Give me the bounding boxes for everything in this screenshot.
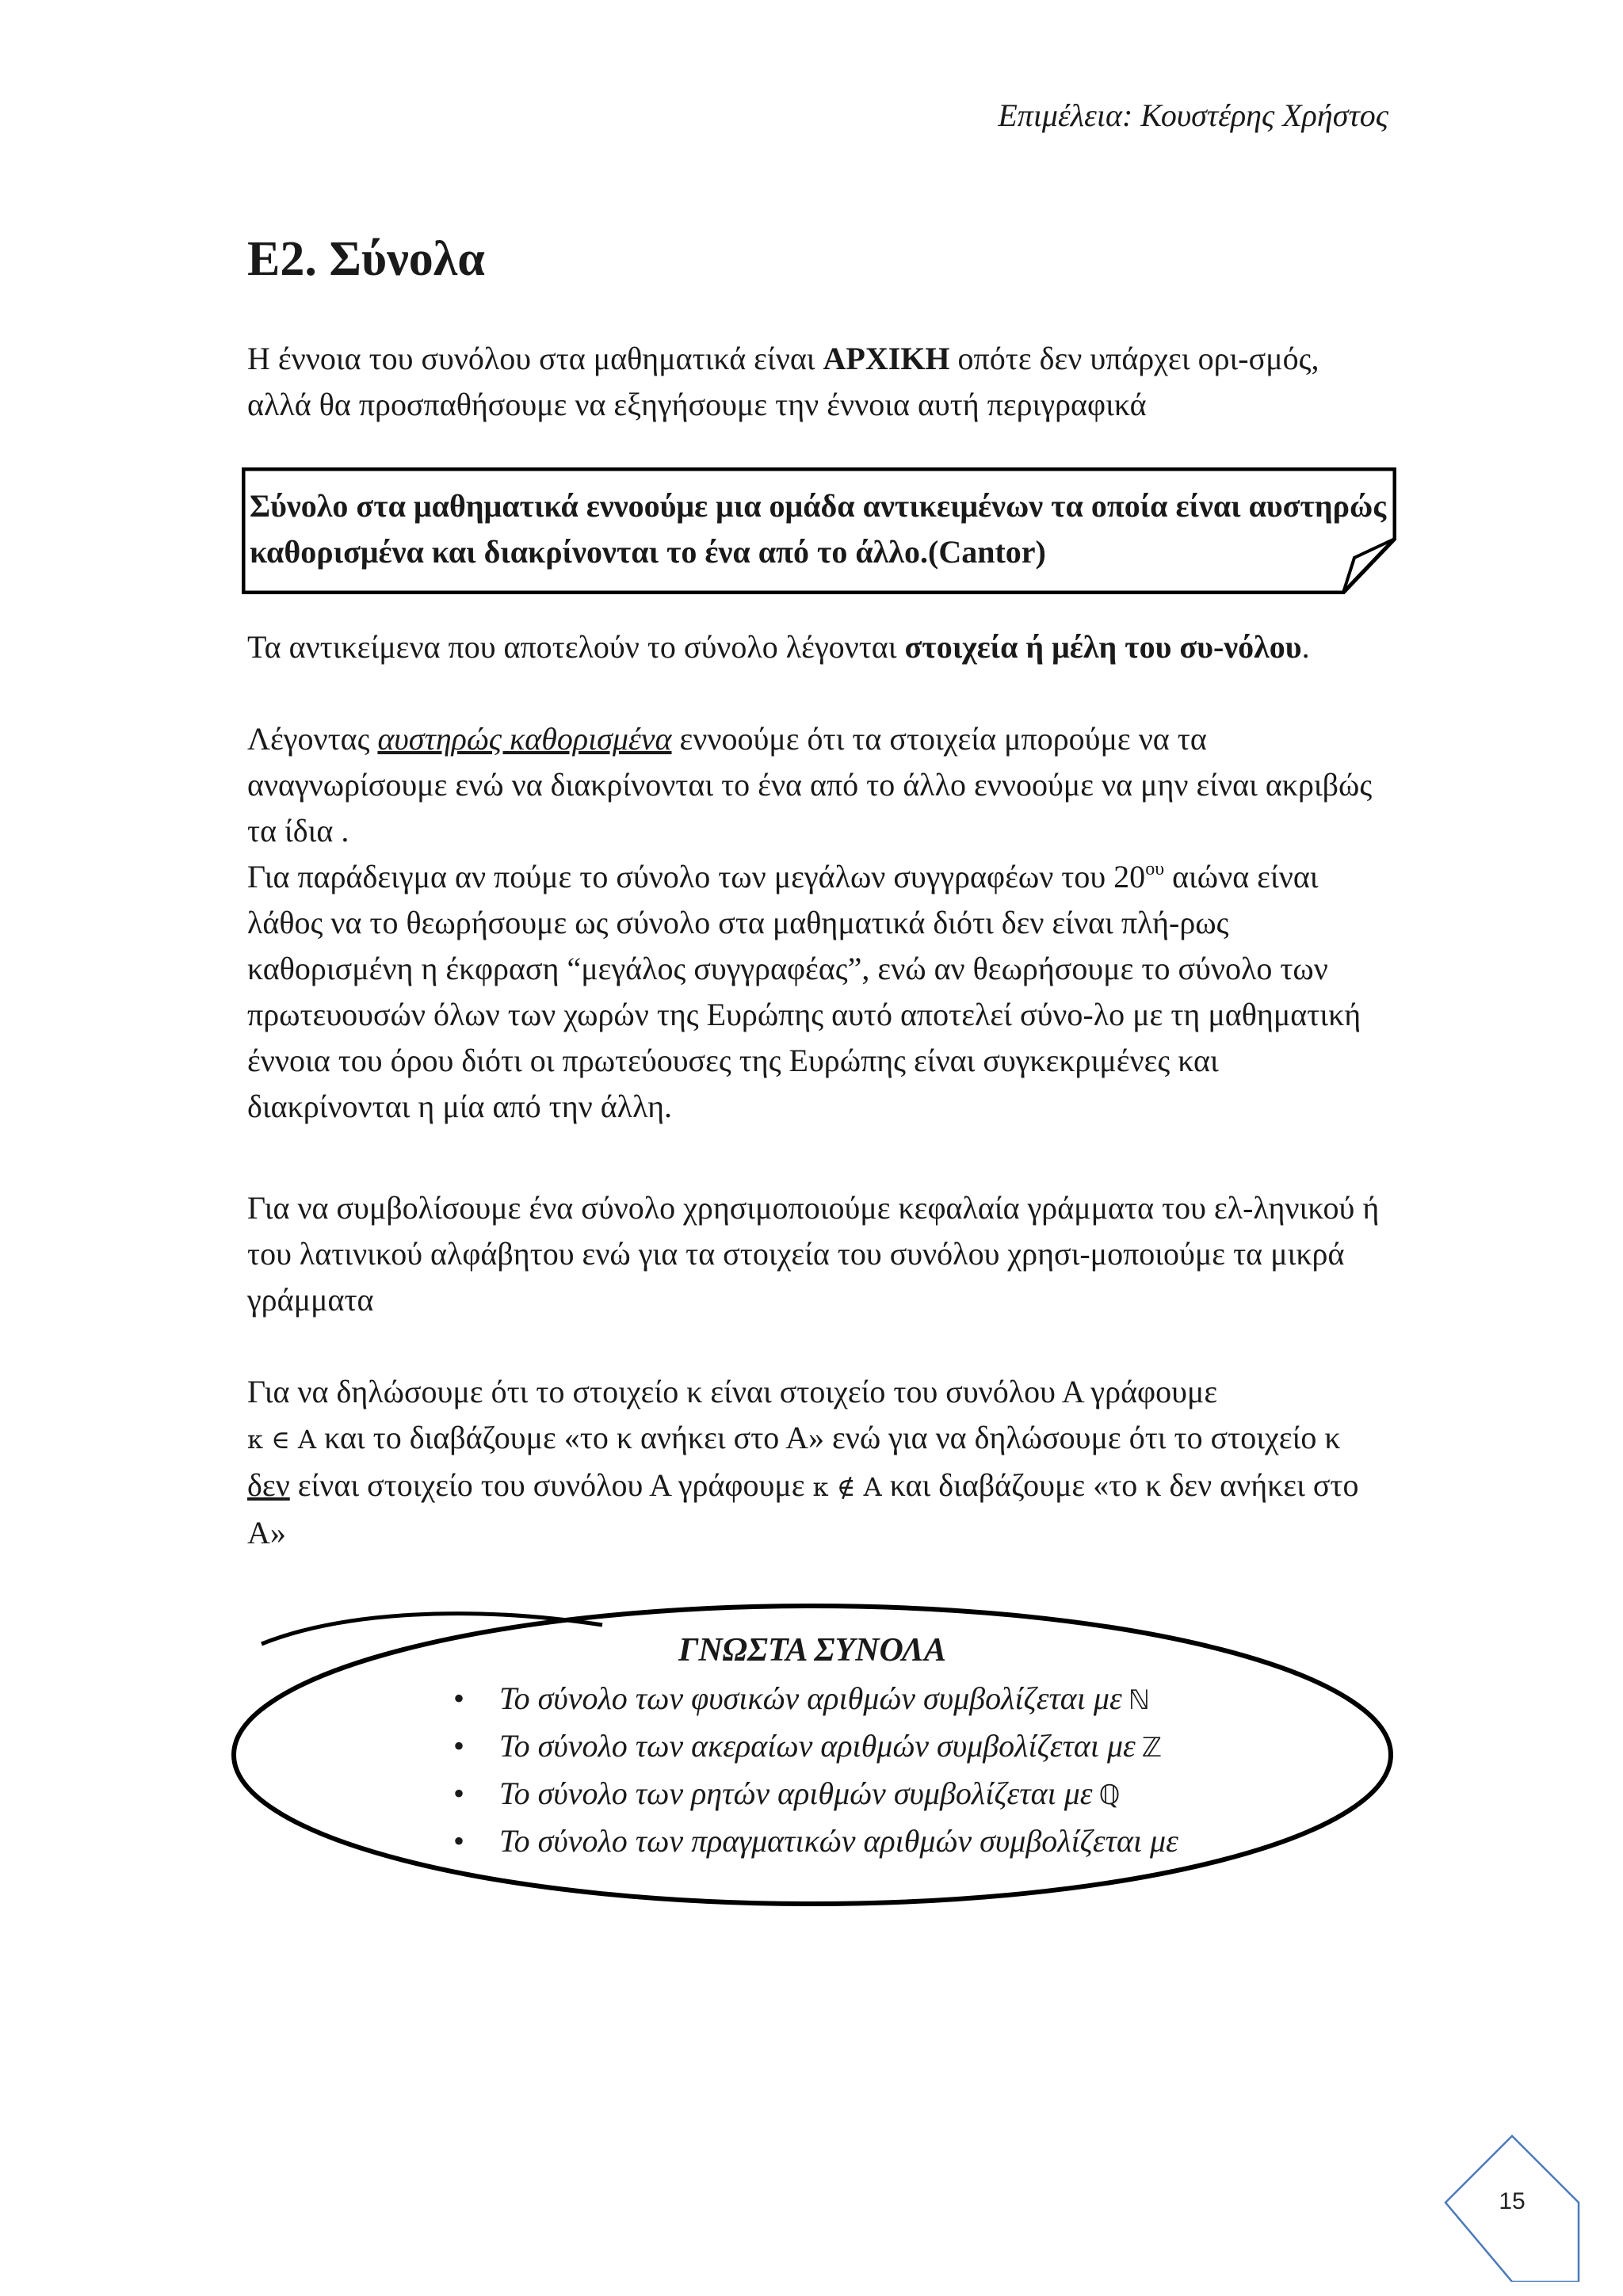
century-superscript: ου bbox=[1145, 859, 1165, 879]
not-element-of-notation: κ ∉ Α bbox=[812, 1472, 882, 1502]
known-sets-list bbox=[453, 1676, 1185, 1866]
page-number-badge bbox=[1433, 2123, 1591, 2282]
symbols-paragraph: Για να συμβολίσουμε ένα σύνολο χρησιμοποιούμε κεφαλαία γράμματα του ελ-ληνικού ή του λατινικού αλφάβητου ενώ για τα στοιχεία του συνόλου χρησι-μοποιούμε τα μικρά γράμματα bbox=[247, 1190, 1380, 1318]
known-sets-callout bbox=[230, 1596, 1395, 1909]
strict-underlined-term: αυστηρώς καθορισμένα bbox=[377, 721, 672, 757]
intro-paragraph: Η έννοια του συνόλου στα μαθηματικά είναι ΑΡΧΙΚΗ οπότε δεν υπάρχει ορι-σμός, αλλά θα προσπαθήσουμε να εξηγήσουμε την έννοια αυτή περιγραφικά bbox=[247, 341, 1319, 422]
definition-text: Σύνολο στα μαθηματικά εννοούμε μια ομάδα αντικειμένων τα οποία είναι αυστηρώς καθορισμένα και διακρίνονται το ένα από το άλλο.(Cantor) bbox=[250, 488, 1387, 570]
integers-symbol: ℤ bbox=[1141, 1732, 1163, 1764]
naturals-symbol: ℕ bbox=[1128, 1684, 1150, 1716]
elements-paragraph: Τα αντικείμενα που αποτελούν το σύνολο λέγονται στοιχεία ή μέλη του συ-νόλου. bbox=[247, 629, 1310, 665]
definition-box bbox=[242, 467, 1396, 594]
element-of-notation: κ ∈ Α bbox=[247, 1425, 317, 1455]
list-item: • Το σύνολο των ακεραίων αριθμών συμβολίζεται με ℤ bbox=[453, 1723, 1185, 1771]
strict-definition-paragraph: Λέγοντας αυστηρώς καθορισμένα εννοούμε ότι τα στοιχεία μπορούμε να τα αναγνωρίσουμε ενώ να διακρίνονται το ένα από το άλλο εννοούμε να μην είναι ακριβώς τα ίδια . bbox=[247, 721, 1373, 849]
elements-bold-term: στοιχεία ή μέλη του συ-νόλου bbox=[904, 629, 1302, 665]
example-paragraph: Για παράδειγμα αν πούμε το σύνολο των μεγάλων συγγραφέων του $20^{o\upsilon}$ αιώνα είναι λάθος να το θεωρήσουμε ως σύνολο στα μαθηματικά διότι δεν είναι πλή-ρως καθορισμένη η έκφραση “μεγάλος συγγραφέας”, ενώ αν θεωρήσουμε το σύνολο των πρωτευουσών όλων των χωρών της Ευρώπης αυτό αποτελεί σύνο-λο με τη μαθηματική έννοια του όρου διότι οι πρωτεύουσες της Ευρώπης είναι συγκεκριμένες και διακρίνονται η μία από την άλλη. bbox=[247, 859, 1361, 1124]
negation-underlined: δεν bbox=[247, 1467, 290, 1503]
known-sets-title: ΓΝΩΣΤΑ ΣΥΝΟΛΑ bbox=[678, 1632, 947, 1669]
list-item: • Το σύνολο των φυσικών αριθμών συμβολίζεται με ℕ bbox=[453, 1676, 1185, 1723]
section-title: Ε2. Σύνολα bbox=[247, 232, 485, 286]
intro-bold-term: ΑΡΧΙΚΗ bbox=[823, 341, 950, 376]
list-item: • Το σύνολο των ρητών αριθμών συμβολίζεται με ℚ bbox=[453, 1771, 1185, 1818]
list-item: • Το σύνολο των πραγματικών αριθμών συμβολίζεται με bbox=[453, 1818, 1185, 1866]
page-header-author: Επιμέλεια: Κουστέρης Χρήστος bbox=[998, 97, 1388, 133]
rationals-symbol: ℚ bbox=[1098, 1779, 1121, 1811]
page-number: 15 bbox=[1499, 2188, 1526, 2214]
membership-paragraph: Για να δηλώσουμε ότι το στοιχείο κ είναι στοιχείο του συνόλου Α γράφουμε κ ∈ Α και το διαβάζουμε «το κ ανήκει στο Α» ενώ για να δηλώσουμε ότι το στοιχείο κ δεν είναι στοιχείο του συνόλου Α γράφουμε κ ∉ Α και διαβάζουμε «το κ δεν ανήκει στο Α» bbox=[247, 1374, 1359, 1550]
